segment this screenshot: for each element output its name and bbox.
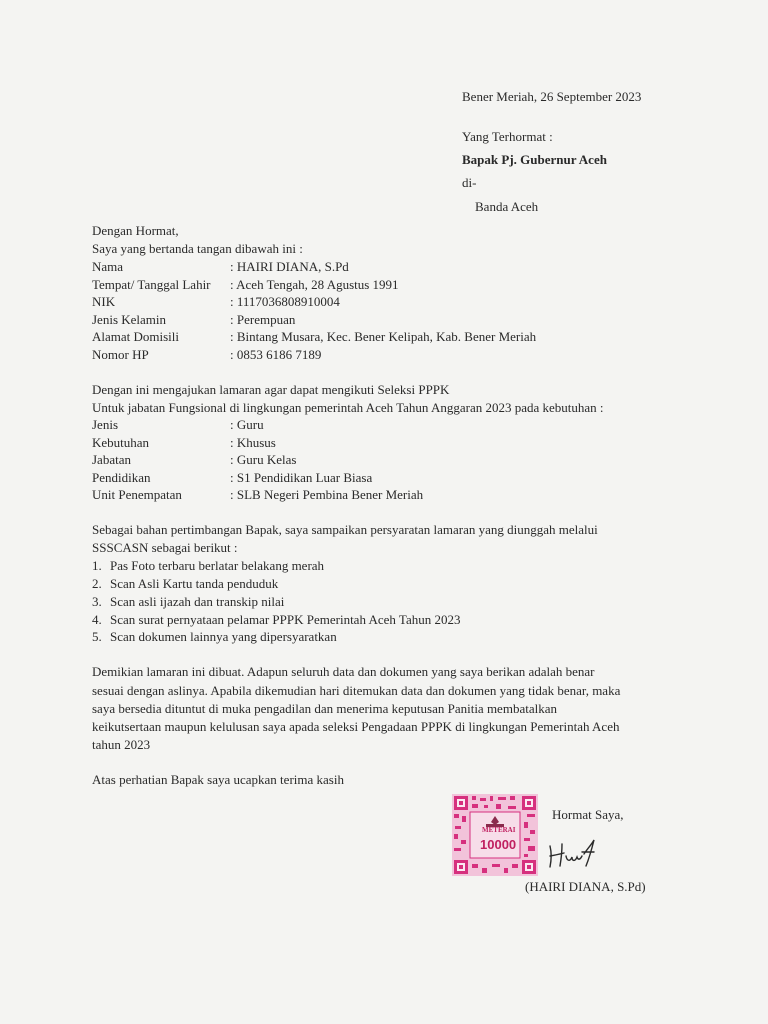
requirements-line: SSSCASN sebagai berikut : [92, 540, 238, 555]
meterai-stamp-icon [452, 794, 538, 876]
regards: Hormat Saya, [552, 807, 624, 822]
stamp-value: 10000 [480, 837, 517, 852]
closing-line: Demikian lamaran ini dibuat. Adapun seluruh data dan dokumen yang saya berikan adalah benar [92, 664, 595, 679]
list-item: Scan Asli Kartu tanda penduduk [110, 576, 279, 591]
list-number: 3. [92, 594, 102, 609]
application-line: Dengan ini mengajukan lamaran agar dapat mengikuti Seleksi PPPK [92, 382, 450, 397]
greeting: Dengan Hormat, [92, 223, 179, 238]
identity-value: : Aceh Tengah, 28 Agustus 1991 [230, 277, 399, 292]
application-value: : Guru Kelas [230, 452, 297, 467]
application-line: Untuk jabatan Fungsional di lingkungan pemerintah Aceh Tahun Anggaran 2023 pada kebutuhan : [92, 400, 604, 415]
place-date: Bener Meriah, 26 September 2023 [462, 89, 642, 104]
list-number: 4. [92, 612, 102, 627]
closing-line: sesuai dengan aslinya. Apabila dikemudian hari ditemukan data dan dokumen yang tidak benar, maka [92, 683, 621, 698]
thanks-line: Atas perhatian Bapak saya ucapkan terima kasih [92, 772, 344, 787]
closing-line: keikutsertaan maupun kelulusan saya apada seleksi Pengadaan PPPK di lingkungan Pemerintah Aceh [92, 719, 620, 734]
list-number: 1. [92, 558, 102, 573]
closing-line: saya bersedia dituntut di muka pengadilan dan menerima keputusan Panitia membatalkan [92, 701, 557, 716]
identity-value: : 1117036808910004 [230, 294, 340, 309]
list-item: Scan asli ijazah dan transkip nilai [110, 594, 285, 609]
application-label: Kebutuhan [92, 435, 150, 450]
identity-label: Nomor HP [92, 347, 149, 362]
recipient: Bapak Pj. Gubernur Aceh [462, 152, 607, 167]
application-label: Jenis [92, 417, 118, 432]
recipient-di: di- [462, 175, 477, 190]
application-value: : Guru [230, 417, 264, 432]
list-number: 5. [92, 629, 102, 644]
identity-value: : Perempuan [230, 312, 296, 327]
identity-label: NIK [92, 294, 116, 309]
handwritten-signature-icon [546, 836, 600, 870]
intro: Saya yang bertanda tangan dibawah ini : [92, 241, 303, 256]
list-item: Scan surat pernyataan pelamar PPPK Pemerintah Aceh Tahun 2023 [110, 612, 461, 627]
application-value: : S1 Pendidikan Luar Biasa [230, 470, 373, 485]
application-label: Jabatan [92, 452, 131, 467]
identity-label: Alamat Domisili [92, 329, 180, 344]
identity-value: : HAIRI DIANA, S.Pd [230, 259, 349, 274]
identity-label: Nama [92, 259, 124, 274]
recipient-city: Banda Aceh [475, 199, 539, 214]
identity-value: : 0853 6186 7189 [230, 347, 322, 362]
identity-label: Tempat/ Tanggal Lahir [92, 277, 211, 292]
identity-label: Jenis Kelamin [92, 312, 167, 327]
signatory-name: (HAIRI DIANA, S.Pd) [525, 879, 646, 894]
list-number: 2. [92, 576, 102, 591]
list-item: Pas Foto terbaru berlatar belakang merah [110, 558, 325, 573]
application-value: : SLB Negeri Pembina Bener Meriah [230, 487, 424, 502]
stamp-label: METERAI [482, 826, 516, 834]
closing-line: tahun 2023 [92, 737, 151, 752]
salutation-to: Yang Terhormat : [462, 129, 553, 144]
application-label: Unit Penempatan [92, 487, 182, 502]
identity-value: : Bintang Musara, Kec. Bener Kelipah, Kab. Bener Meriah [230, 329, 537, 344]
requirements-line: Sebagai bahan pertimbangan Bapak, saya sampaikan persyaratan lamaran yang diunggah melalui [92, 522, 598, 537]
list-item: Scan dokumen lainnya yang dipersyaratkan [110, 629, 337, 644]
application-label: Pendidikan [92, 470, 151, 485]
application-value: : Khusus [230, 435, 276, 450]
